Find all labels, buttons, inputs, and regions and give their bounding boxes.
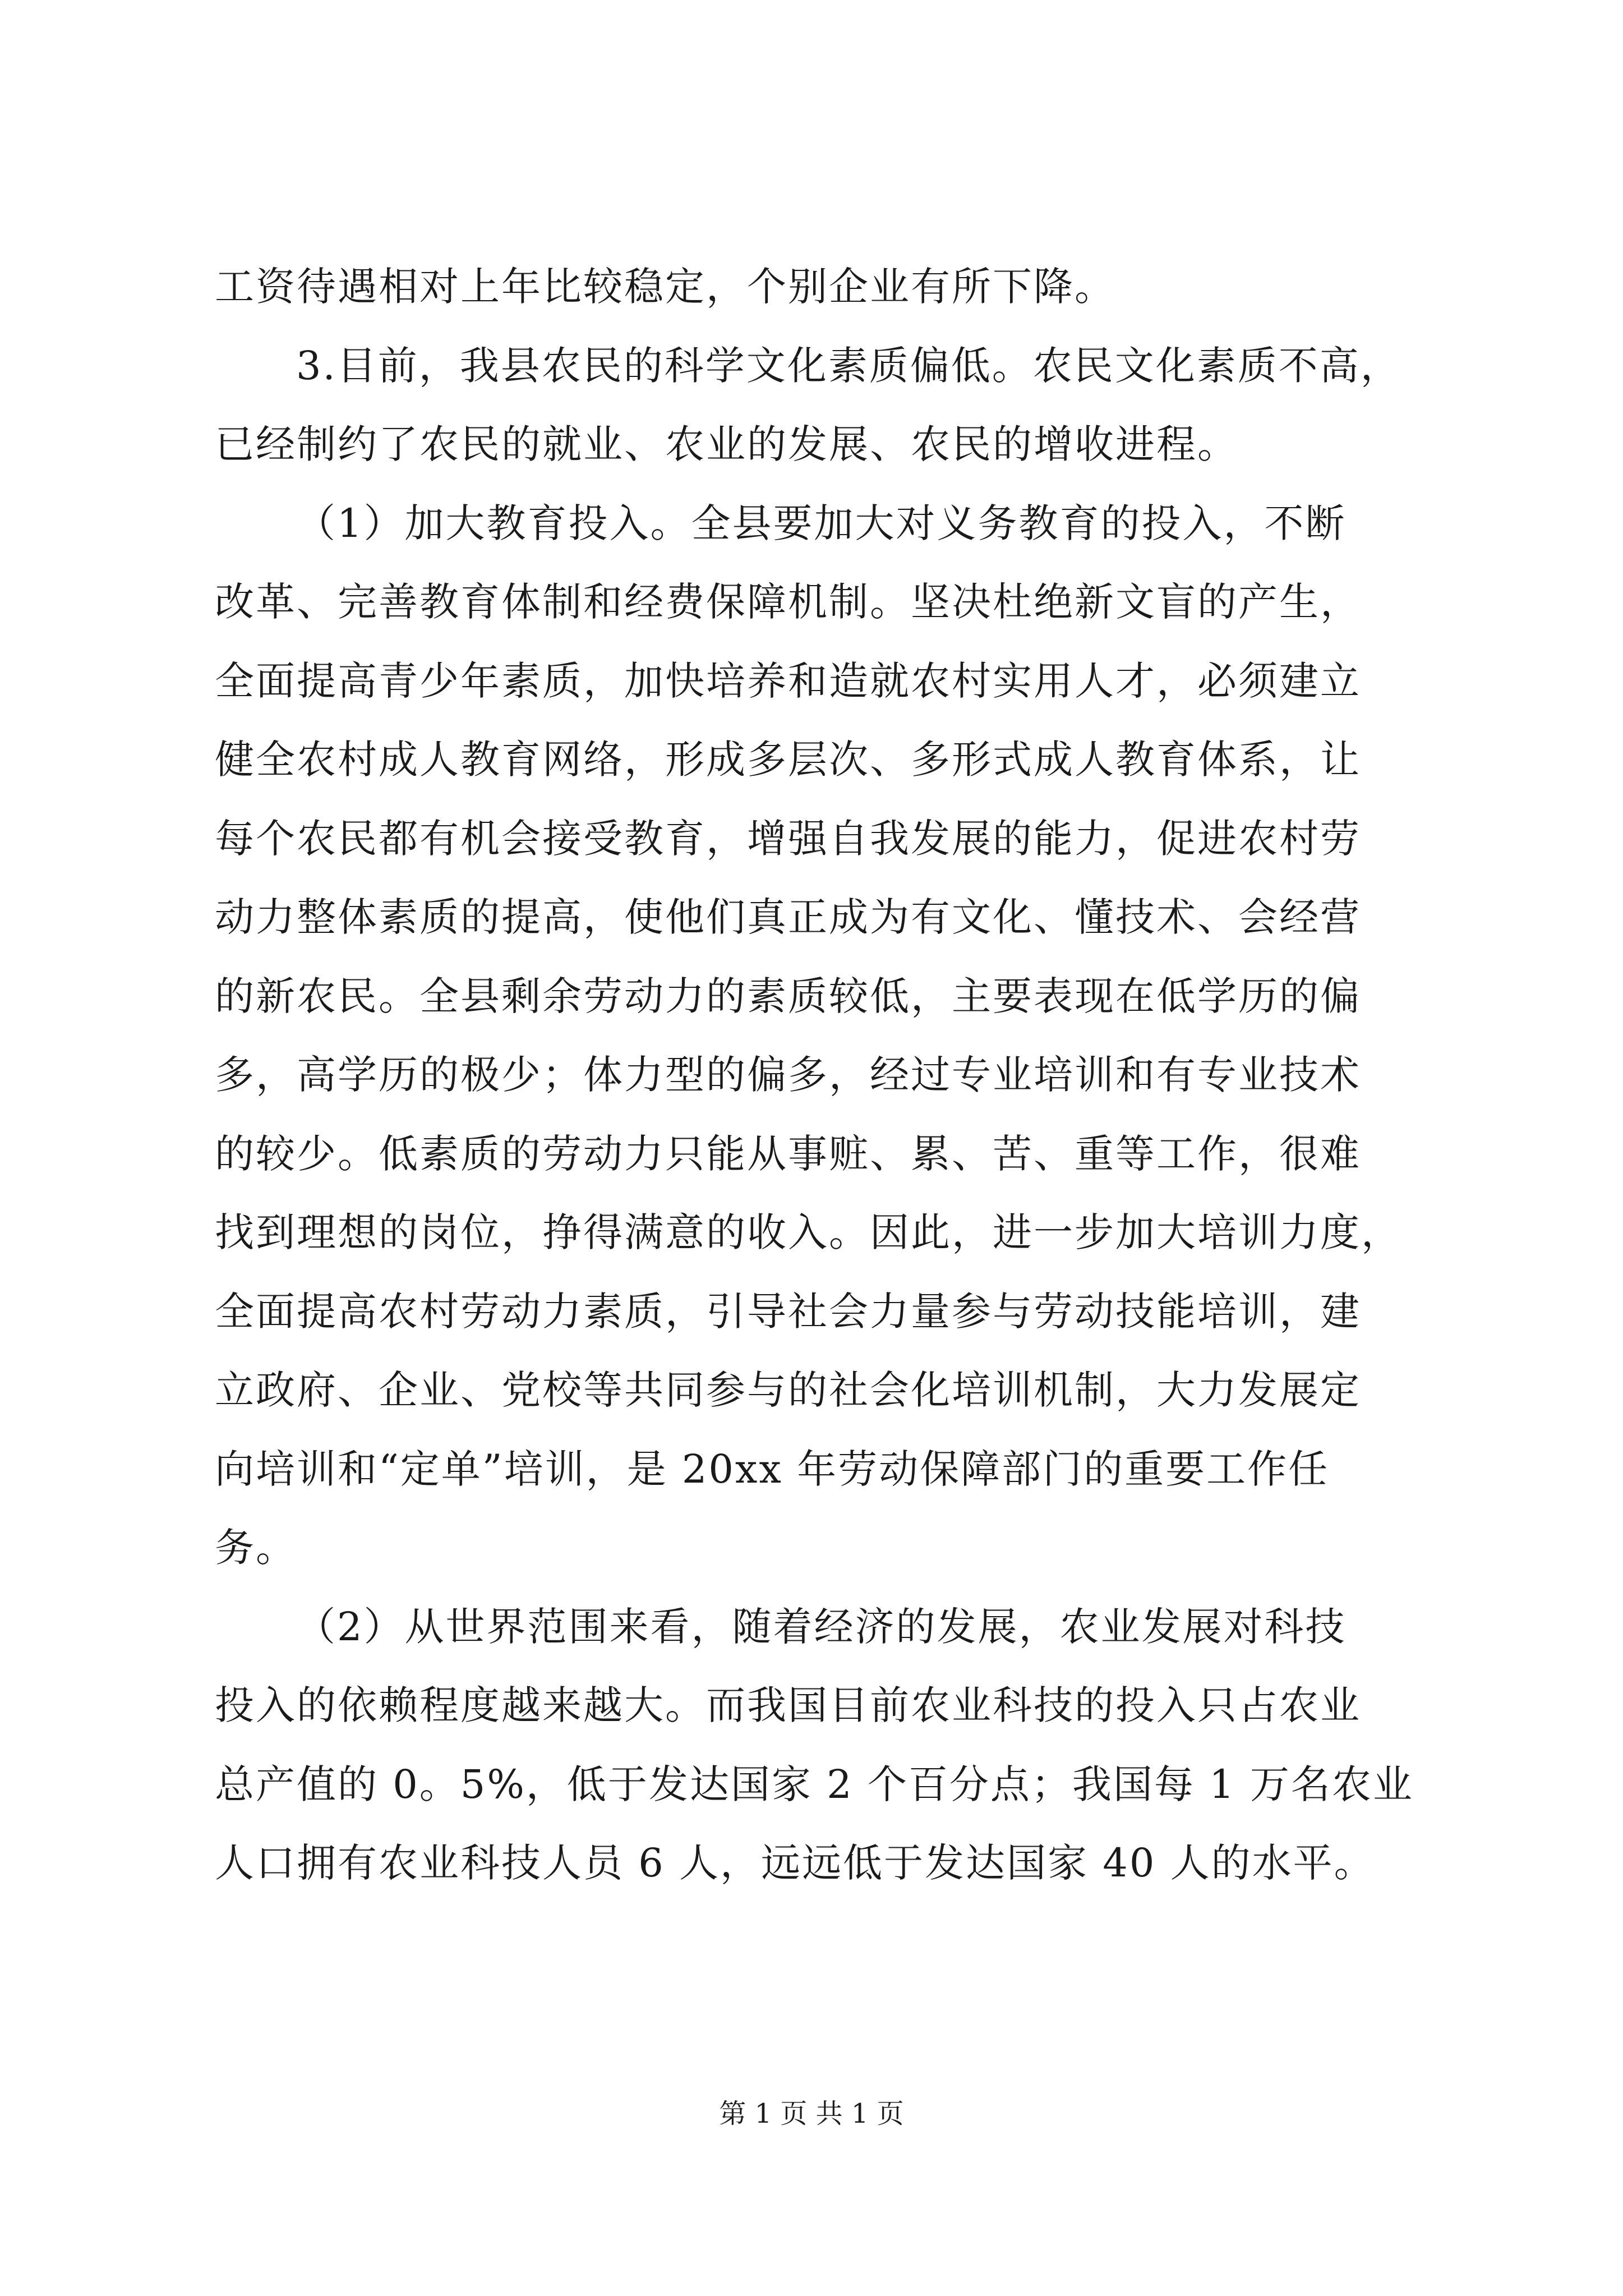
text-line: 全面提高青少年素质，加快培养和造就农村实用人才，必须建立	[215, 658, 1361, 704]
text-line: 向培训和“定单”培训，是 20xx 年劳动保障部门的重要工作任	[215, 1446, 1330, 1492]
text-line: 工资待遇相对上年比较稳定，个别企业有所下降。	[215, 264, 1115, 310]
text-line: 全面提高农村劳动力素质，引导社会力量参与劳动技能培训，建	[215, 1289, 1361, 1335]
text-line: 的新农民。全县剩余劳动力的素质较低，主要表现在低学历的偏	[215, 973, 1361, 1019]
text-line: 每个农民都有机会接受教育，增强自我发展的能力，促进农村劳	[215, 816, 1361, 862]
text-line: 找到理想的岗位，挣得满意的收入。因此，进一步加大培训力度，	[215, 1209, 1402, 1255]
text-line: 立政府、企业、党校等共同参与的社会化培训机制，大力发展定	[215, 1367, 1361, 1413]
text-line: 的较少。低素质的劳动力只能从事赃、累、苦、重等工作，很难	[215, 1131, 1361, 1177]
text-line: 多，高学历的极少；体力型的偏多，经过专业培训和有专业技术	[215, 1052, 1361, 1098]
text-line: 投入的依赖程度越来越大。而我国目前农业科技的投入只占农业	[215, 1682, 1361, 1728]
page-footer: 第 1 页 共 1 页	[719, 2098, 904, 2129]
text-line: 务。	[215, 1525, 297, 1571]
text-line: 健全农村成人教育网络，形成多层次、多形式成人教育体系，让	[215, 737, 1361, 783]
text-line: 动力整体素质的提高，使他们真正成为有文化、懂技术、会经营	[215, 894, 1361, 940]
text-line: 人口拥有农业科技人员 6 人，远远低于发达国家 40 人的水平。	[215, 1840, 1375, 1886]
text-line: 已经制约了农民的就业、农业的发展、农民的增收进程。	[215, 421, 1238, 467]
text-line: （2）从世界范围来看，随着经济的发展，农业发展对科技	[296, 1604, 1347, 1650]
text-line: 改革、完善教育体制和经费保障机制。坚决杜绝新文盲的产生，	[215, 579, 1361, 625]
text-line: 总产值的 0。5%，低于发达国家 2 个百分点；我国每 1 万名农业	[215, 1761, 1414, 1807]
text-line: （1）加大教育投入。全县要加大对义务教育的投入，不断	[296, 500, 1347, 546]
text-line: 3.目前，我县农民的科学文化素质偏低。农民文化素质不高，	[296, 343, 1401, 389]
